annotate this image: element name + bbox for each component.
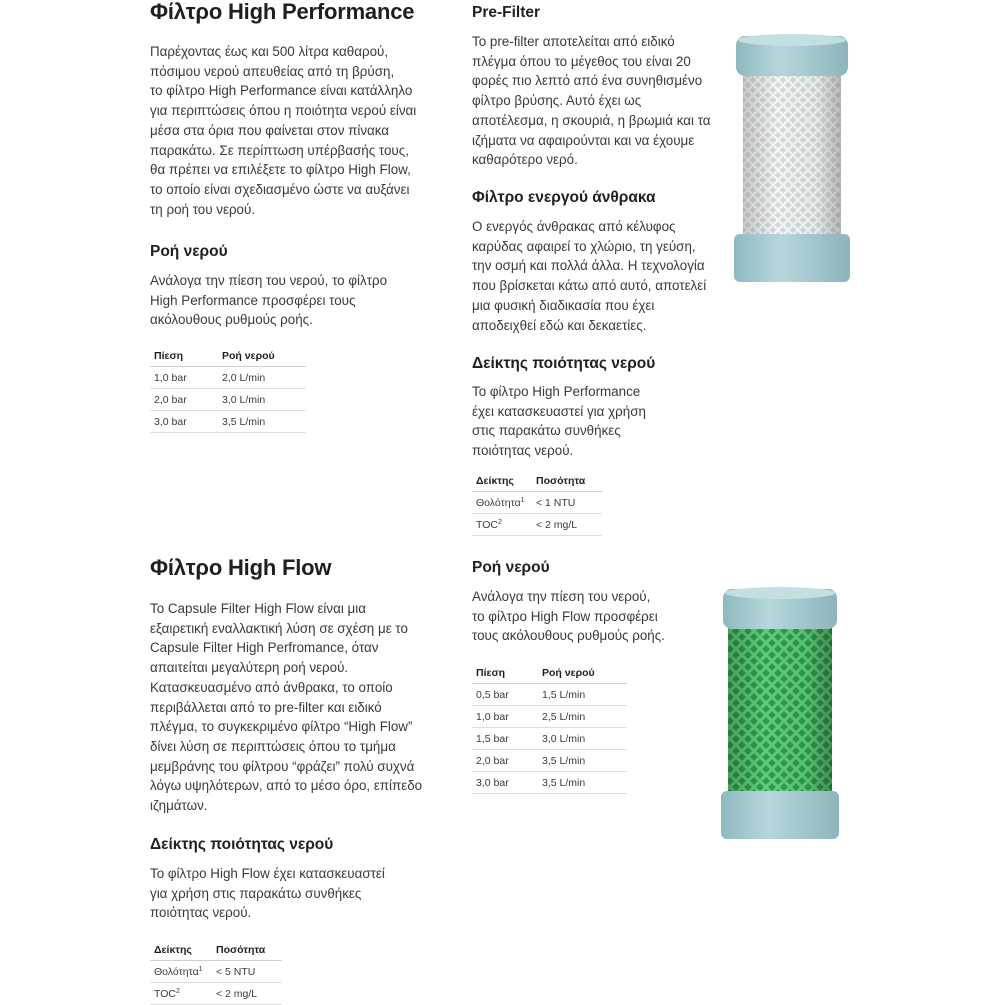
table-cell: 2,0 L/min (218, 367, 306, 389)
table-header: Πίεση (472, 662, 538, 684)
table-header-row (150, 939, 282, 961)
hp-intro-paragraph: Παρέχοντας έως και 500 λίτρα καθαρού, πόσιμου νερού απευθείας από τη βρύση, το φίλτρο High Performance είναι κατάλληλο για περιπτώσεις όπου η ποιότητα νερού είναι μέσα στα όρια που φαίνεται στον πίνακα παρακάτω. Σε περίπτωση υπέρβασής τους, θα πρέπει να επιλέξετε το φίλτρο High Flow, το οποίο είναι σχεδιασμένο ώστε να αυξάνει τη ροή του νερού. (150, 44, 417, 217)
table-cell: 1,5 L/min (538, 684, 627, 706)
table-header: Δείκτης (150, 939, 212, 961)
table-cell: 1,0 bar (472, 706, 538, 728)
table-row (472, 514, 602, 536)
table-cell: 1,5 bar (472, 728, 538, 750)
hf-quality-table (150, 939, 282, 1005)
hp-title: Φίλτρο High Performance (150, 0, 415, 24)
carbon-heading: Φίλτρο ενεργού άνθρακα (472, 189, 656, 206)
table-header: Ροή νερού (538, 662, 627, 684)
table-cell: 2,5 L/min (538, 706, 627, 728)
table-cell: 3,5 L/min (218, 411, 306, 433)
table-cell: Θολότητα$^1$ (472, 492, 532, 514)
table-cell: 3,5 L/min (538, 772, 627, 794)
table-cell: 3,5 L/min (538, 750, 627, 772)
table-header: Ποσότητα (532, 470, 602, 492)
table-row (472, 750, 627, 772)
table-cell: < 2 mg/L (212, 983, 282, 1005)
hf-quality-heading: Δείκτης ποιότητας νερού (150, 836, 334, 853)
table-cell: 3,0 L/min (218, 389, 306, 411)
table-cell: 1,0 bar (150, 367, 218, 389)
table-cell: TOC$^2$ (472, 514, 532, 536)
carbon-paragraph: Ο ενεργός άνθρακας από κέλυφος καρύδας αφαιρεί το χλώριο, τη γεύση, την οσμή και πολλά άλλα. Η τεχνολογία που βρίσκεται κάτω από αυτό, αποτελεί μια φυσική διαδικασία που έχει αποδειχθεί εδώ και δεκαετίες. (472, 219, 707, 333)
table-cell: 2,0 bar (472, 750, 538, 772)
table-row (472, 728, 627, 750)
green-capsule-filter-image (718, 583, 842, 845)
table-row (150, 961, 282, 983)
table-row (472, 492, 602, 514)
table-header: Πίεση (150, 345, 218, 367)
white-capsule-filter-image (728, 30, 856, 292)
prefilter-paragraph: Το pre-filter αποτελείται από ειδικό πλέγμα όπου το μέγεθος του είναι 20 φορές πιο λεπτό από ένα συνηθισμένο φίλτρο βρύσης. Αυτό έχει ως αποτέλεσμα, η σκουριά, η βρωμιά και τα ιζήματα να αφαιρούνται και να έχουμε καθαρότερο νερό. (472, 34, 711, 168)
prefilter-heading: Pre-Filter (472, 4, 541, 21)
table-cell: 3,0 bar (150, 411, 218, 433)
table-cell: TOC$^2$ (150, 983, 212, 1005)
hf-quality-paragraph: Το φίλτρο High Flow έχει κατασκευαστεί για χρήση στις παρακάτω συνθήκες ποιότητας νερού. (150, 866, 385, 921)
hf-flow-paragraph: Ανάλογα την πίεση του νερού, το φίλτρο High Flow προσφέρει τους ακόλουθους ρυθμούς ροής. (472, 589, 665, 644)
table-cell: < 2 mg/L (532, 514, 602, 536)
hp-quality-table (472, 470, 602, 536)
table-row (472, 684, 627, 706)
table-cell: Θολότητα$^1$ (150, 961, 212, 983)
hf-flow-table (472, 662, 627, 794)
table-cell: < 5 NTU (212, 961, 282, 983)
table-row (472, 772, 627, 794)
hp-flow-table (150, 345, 306, 433)
table-cell: 3,0 L/min (538, 728, 627, 750)
table-header: Ποσότητα (212, 939, 282, 961)
table-header-row (150, 345, 306, 367)
table-cell: 0,5 bar (472, 684, 538, 706)
table-row (150, 389, 306, 411)
hf-title: Φίλτρο High Flow (150, 555, 332, 580)
table-row (150, 411, 306, 433)
hp-flow-heading: Ροή νερού (150, 243, 228, 260)
table-cell: 3,0 bar (472, 772, 538, 794)
hp-flow-paragraph: Ανάλογα την πίεση του νερού, το φίλτρο High Performance προσφέρει τους ακόλουθους ρυθμούς ροής. (150, 273, 388, 328)
table-cell: 2,0 bar (150, 389, 218, 411)
table-cell: < 1 NTU (532, 492, 602, 514)
table-header: Ροή νερού (218, 345, 306, 367)
table-header-row (472, 662, 627, 684)
hf-flow-heading: Ροή νερού (472, 559, 550, 576)
hp-quality-paragraph: Το φίλτρο High Performance έχει κατασκευαστεί για χρήση στις παρακάτω συνθήκες ποιότητας νερού. (472, 384, 646, 459)
hp-quality-heading: Δείκτης ποιότητας νερού (472, 355, 656, 372)
hf-intro-paragraph: Το Capsule Filter High Flow είναι μια εξαιρετική εναλλακτική λύση σε σχέση με το Capsule Filter High Perfromance, όταν απαιτείται μεγαλύτερη ροή νερού. Κατασκευασμένο από άνθρακα, το οποίο περιβάλλεται από το pre-filter και ειδικό πλέγμα, το συγκεκριμένο φίλτρο “High Flow” δίνει λύση σε περιπτώσεις όπου το τμήμα μεμβράνης του φίλτρου “φράζει” πολύ συχνά λόγω υψηλότερων, από το μέσο όρο, επίπεδο ιζημάτων. (150, 601, 423, 814)
table-row (150, 983, 282, 1005)
table-row (150, 367, 306, 389)
table-header-row (472, 470, 602, 492)
table-header: Δείκτης (472, 470, 532, 492)
table-row (472, 706, 627, 728)
